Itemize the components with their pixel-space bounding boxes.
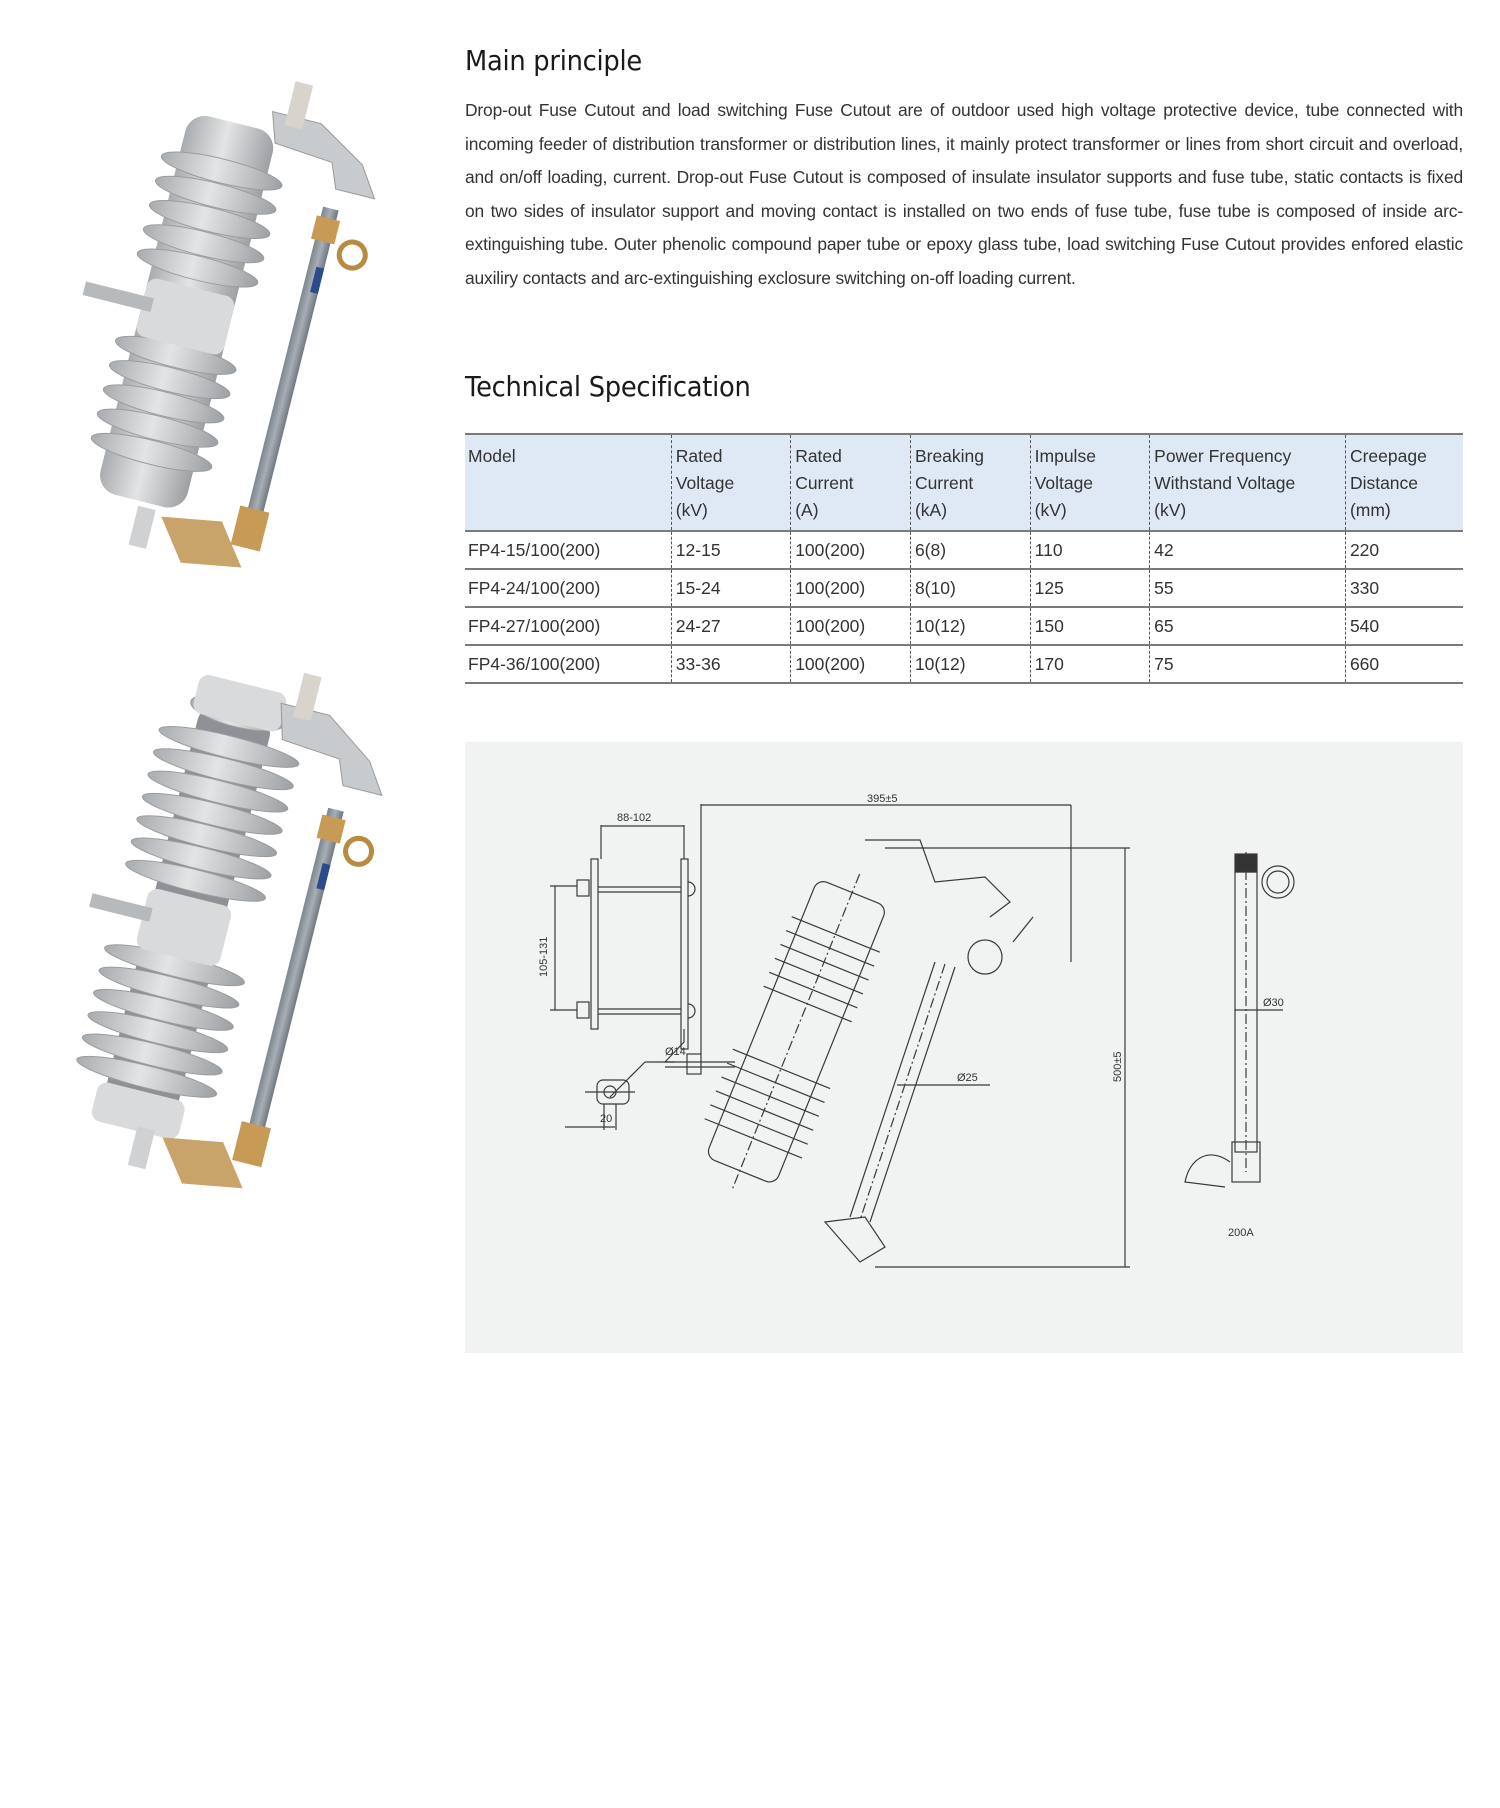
table-row [465, 569, 1463, 607]
cell-breaking-current: 10(12) [910, 607, 1030, 645]
cell-model: FP4-27/100(200) [465, 607, 671, 645]
main-principle-heading: Main principle [465, 44, 642, 77]
dim-label-bracket-width: 88-102 [617, 812, 652, 824]
overall-width-dimension [701, 804, 1071, 1054]
dim-label-tube-diameter-25: Ø25 [957, 1072, 978, 1084]
dim-label-bracket-spacing: 105-131 [538, 936, 550, 977]
cell-creepage-distance: 220 [1345, 531, 1463, 569]
overall-height-dimension [875, 848, 1130, 1267]
specification-table [465, 433, 1463, 684]
dimension-drawing [465, 742, 1463, 1353]
hole-detail [565, 1062, 675, 1130]
dim-label-overall-width: 395±5 [867, 793, 898, 805]
column-header-rated-voltage: Rated Voltage (kV) [671, 434, 790, 531]
dim-label-tube-diameter-30: Ø30 [1263, 997, 1284, 1009]
cell-power-frequency: 65 [1150, 607, 1346, 645]
dim-label-overall-height: 500±5 [1112, 1051, 1124, 1082]
technical-specification-heading: Technical Specification [465, 370, 751, 403]
cell-breaking-current: 10(12) [910, 645, 1030, 683]
cell-rated-current: 100(200) [791, 531, 911, 569]
main-principle-text: Drop-out Fuse Cutout and load switching Fuse Cutout are of outdoor used high voltage protective device, tube connected with incoming feeder of distribution transformer or distribution lines, it mainly protect transformer or lines from short circuit and overload, and on/off loading, current. Drop-out Fuse Cutout is composed of insulate insulator supports and fuse tube, static contacts is fixed on two sides of insulator support and moving contact is installed on two ends of fuse tube, fuse tube is composed of inside arc-extinguishing tube. Outer phenolic compound paper tube or epoxy glass tube, load switching Fuse Cutout provides enfored elastic auxiliry contacts and arc-extinguishing exclosure switching on-off loading current. [465, 100, 1463, 288]
cell-creepage-distance: 660 [1345, 645, 1463, 683]
cell-rated-current: 100(200) [791, 645, 911, 683]
table-header-row [465, 434, 1463, 531]
cell-impulse-voltage: 170 [1030, 645, 1149, 683]
dim-label-hole-diameter: Ø14 [665, 1046, 686, 1058]
cell-model: FP4-36/100(200) [465, 645, 671, 683]
cell-rated-voltage: 24-27 [671, 607, 790, 645]
cell-rated-voltage: 12-15 [671, 531, 790, 569]
cell-power-frequency: 75 [1150, 645, 1346, 683]
column-header-model: Model [468, 446, 516, 466]
column-header-impulse-voltage: Impulse Voltage (kV) [1030, 434, 1149, 531]
cell-power-frequency: 42 [1150, 531, 1346, 569]
table-row [465, 607, 1463, 645]
dimension-drawing-panel [465, 742, 1463, 1353]
cell-impulse-voltage: 110 [1030, 531, 1149, 569]
cell-rated-current: 100(200) [791, 607, 911, 645]
cell-breaking-current: 6(8) [910, 531, 1030, 569]
fuse-cutout-photo-2 [70, 660, 410, 1200]
fuse-tube-drawing [825, 840, 1033, 1262]
insulator-drawing [684, 855, 909, 1210]
cell-impulse-voltage: 150 [1030, 607, 1149, 645]
cell-creepage-distance: 330 [1345, 569, 1463, 607]
cell-breaking-current: 8(10) [910, 569, 1030, 607]
column-header-rated-current: Rated Current (A) [791, 434, 911, 531]
variant-label-200a: 200A [1228, 1227, 1254, 1239]
cell-power-frequency: 55 [1150, 569, 1346, 607]
mounting-bracket [550, 825, 735, 1074]
column-header-power-frequency-withstand-voltage: Power Frequency Withstand Voltage (kV) [1150, 434, 1346, 531]
dim-label-hole-offset: 20 [600, 1113, 613, 1125]
column-header-creepage-distance: Creepage Distance (mm) [1345, 434, 1463, 531]
cell-rated-voltage: 15-24 [671, 569, 790, 607]
cell-creepage-distance: 540 [1345, 607, 1463, 645]
cell-impulse-voltage: 125 [1030, 569, 1149, 607]
column-header-breaking-current: Breaking Current (kA) [910, 434, 1030, 531]
side-view-200a [1185, 852, 1294, 1187]
cell-rated-current: 100(200) [791, 569, 911, 607]
cell-model: FP4-24/100(200) [465, 569, 671, 607]
table-row [465, 645, 1463, 683]
cell-model: FP4-15/100(200) [465, 531, 671, 569]
cell-rated-voltage: 33-36 [671, 645, 790, 683]
fuse-cutout-photo-1 [70, 70, 410, 580]
table-row [465, 531, 1463, 569]
